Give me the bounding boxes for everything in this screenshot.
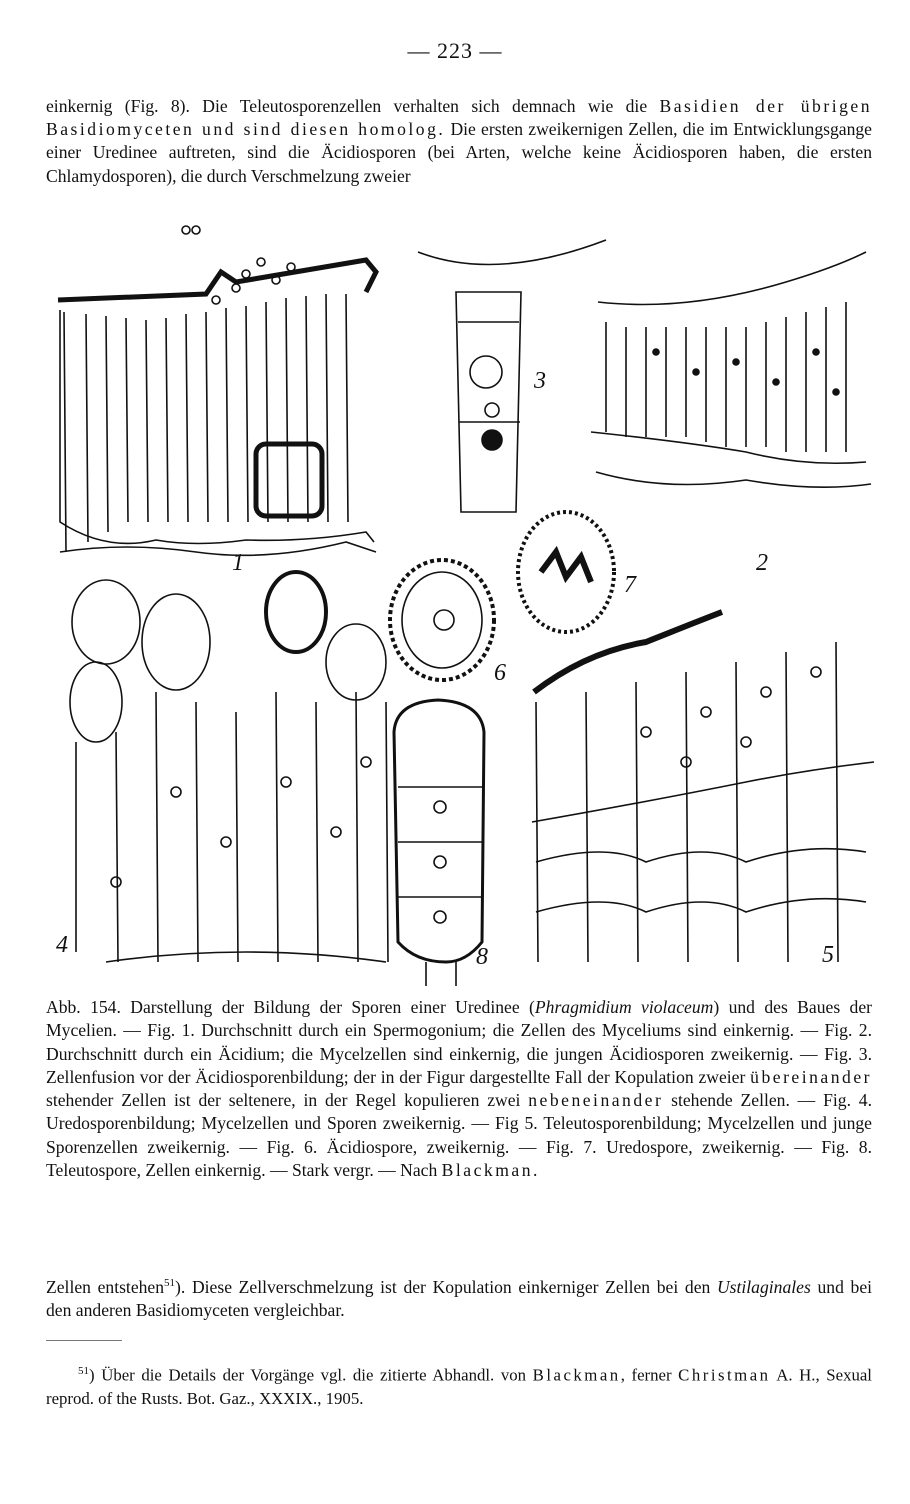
caption-author: Blackman: [441, 1160, 533, 1181]
bottom-paragraph: [46, 1272, 872, 1322]
footnote-author-1: Blackman: [532, 1365, 621, 1385]
figure-3-drawing: [418, 240, 606, 512]
figure-label-6: 6: [494, 660, 506, 686]
figure-8-drawing: [394, 700, 484, 986]
caption-end: .: [533, 1160, 538, 1181]
footnote-author-2: Christman: [678, 1365, 771, 1385]
footnote-reference[interactable]: 51: [164, 1277, 176, 1289]
top-paragraph-text: einkernig (Fig. 8). Die Teleutosporenzellen verhalten sich demnach wie die: [46, 96, 660, 116]
figure-label-7: 7: [624, 572, 636, 598]
bottom-paragraph-text-2: ). Diese Zellverschmelzung ist der Kopulation einkerniger Zellen bei den: [175, 1276, 717, 1297]
footnote: [46, 1360, 872, 1410]
figure-label-8: 8: [476, 944, 488, 970]
figure-label-3: 3: [534, 368, 546, 394]
figure-label-5: 5: [822, 942, 834, 968]
figure-1-drawing: [58, 226, 376, 555]
botanical-figure: [46, 222, 876, 986]
footnote-indent: [46, 1366, 78, 1385]
top-paragraph-spaced-text: Basidien der übrigen Basidiomyceten und sind diesen homolog.: [46, 96, 872, 140]
figure-6-drawing: [390, 560, 494, 680]
footnote-marker: 51: [78, 1365, 89, 1377]
botanical-plate-icon: [46, 222, 876, 986]
figure-label-2: 2: [756, 550, 768, 576]
caption-text-3: stehende Zellen. — Fig. 4. Uredosporenbildung; Mycelzellen und Sporen zweikernig. — Fig 5. Teleutosporenbildung; Mycelzellen und junge Sporenzellen zweikernig. — Fig. 6. Äcidiospore, zweikernig. — Fig. 7. Uredospore, zweikernig. — Fig. 8. Teleutospore, Zellen einkernig. — Stark vergr. — Nach: [46, 1090, 872, 1181]
caption-text-1: ) und des Baues der Mycelien. — Fig. 1. Durchschnitt durch ein Spermogonium; die Zellen des Myceliums sind einkernig. — Fig. 2. Durchschnitt durch ein Äcidium; die Mycelzellen sind einkernig, die jungen Äcidiosporen zweikernig. — Fig. 3. Zellenfusion vor der Äcidiosporenbildung; der in der Figur dargestellte Fall der Kopulation zweier: [46, 997, 873, 1087]
figure-2-drawing: [591, 252, 871, 487]
bottom-paragraph-text-1: Zellen entstehen: [46, 1276, 165, 1297]
footnote-text-3: A. H., Sexual reprod. of the Rusts. Bot. Gaz., XXXIX., 1905.: [46, 1365, 872, 1408]
footnote-text-2: , ferner: [620, 1365, 679, 1385]
bottom-paragraph-italic: Ustilaginales: [716, 1276, 811, 1297]
figure-label-1: 1: [232, 550, 244, 576]
caption-lead: Abb. 154. Darstellung der Bildung der Sporen einer Uredinee (: [46, 997, 535, 1017]
figure-caption: [46, 996, 872, 1182]
figure-5-drawing: [532, 612, 874, 962]
caption-spaced-2: nebeneinander: [528, 1090, 664, 1111]
footnote-text-1: ) Über die Details der Vorgänge vgl. die zitierte Abhandl. von: [89, 1365, 533, 1385]
footnote-divider: [46, 1340, 122, 1341]
bottom-paragraph-text-3: und bei den anderen Basidiomyceten vergleichbar.: [46, 1276, 873, 1321]
figure-4-drawing: [70, 572, 388, 962]
figure-7-drawing: [518, 512, 614, 632]
caption-spaced-1: übereinander: [750, 1066, 872, 1087]
caption-species: Phragmidium violaceum: [534, 997, 714, 1017]
figure-label-4: 4: [56, 932, 68, 958]
top-paragraph-text-end: Die ersten zweikernigen Zellen, die im Entwicklungsgange einer Uredinee auftreten, sind die Äcidiosporen (bei Arten, welche keine Äcidiosporen haben, die ersten Chlamydosporen), die durch Verschmelzung zweier: [46, 119, 872, 186]
caption-text-2: stehender Zellen ist der seltenere, in der Regel kopulieren zwei: [46, 1090, 529, 1111]
page-number: — 223 —: [407, 38, 503, 63]
top-paragraph: [46, 95, 872, 188]
